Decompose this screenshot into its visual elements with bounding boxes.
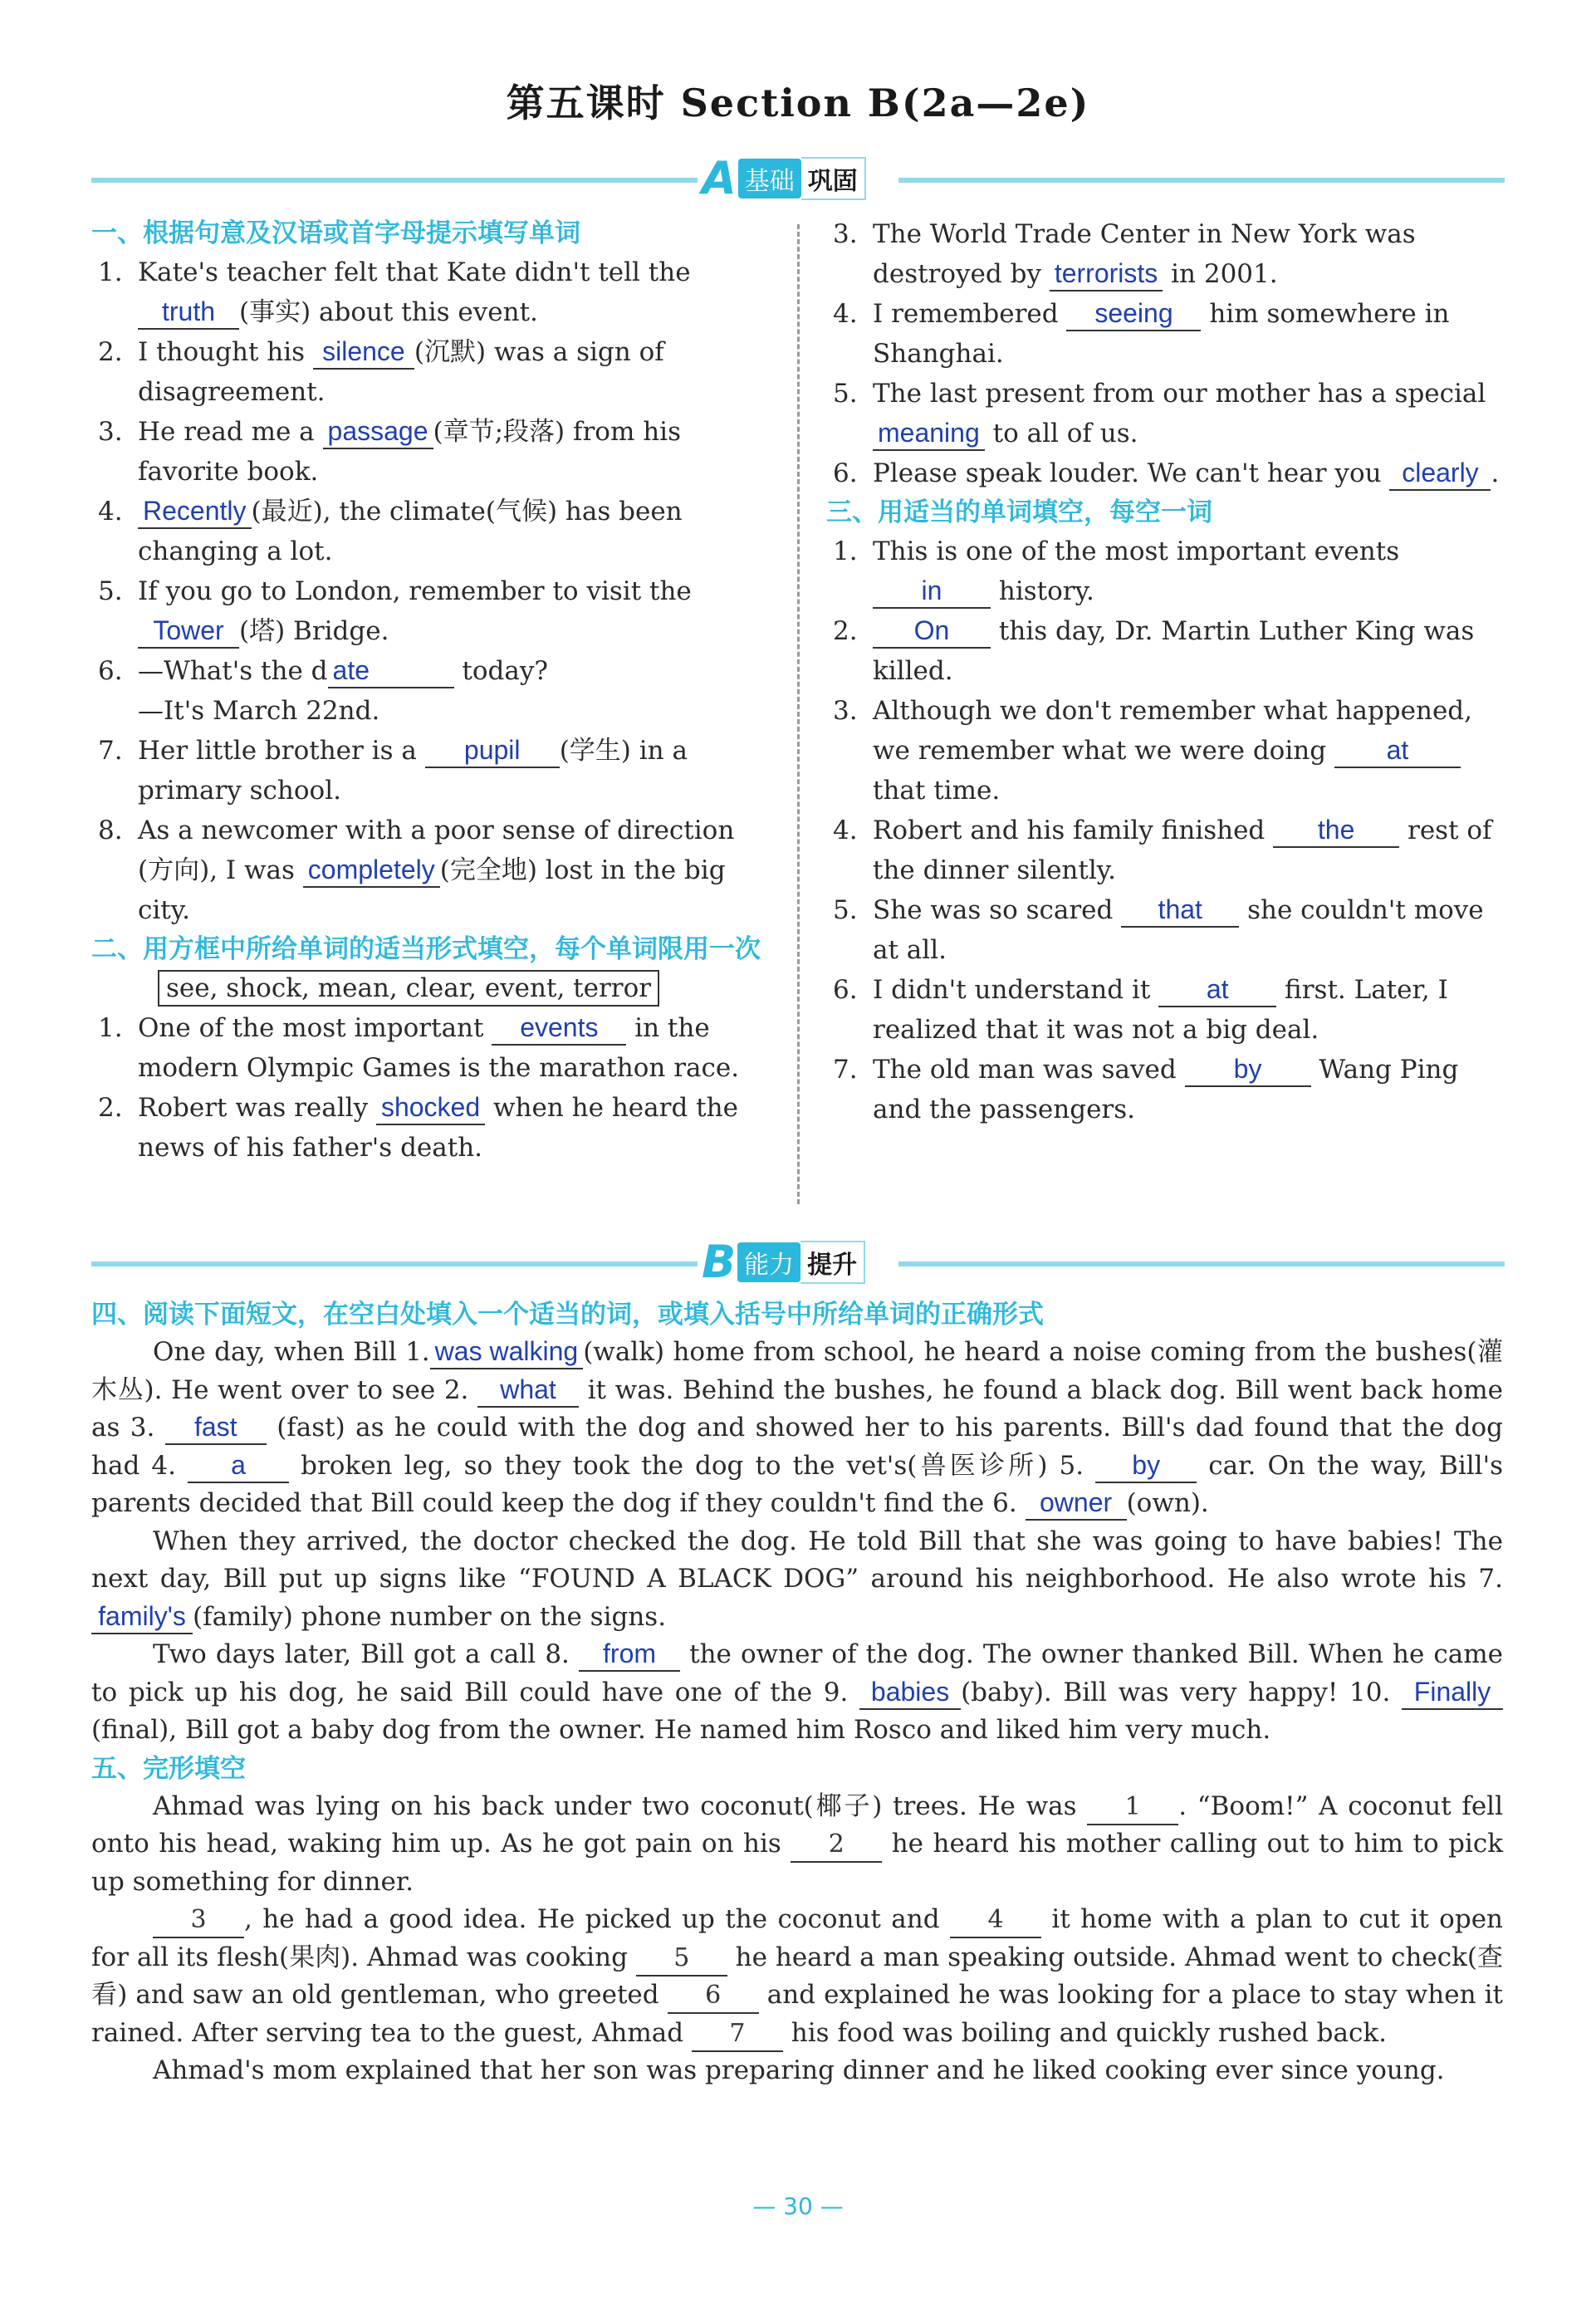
question-item: 1. Kate's teacher felt that Kate didn't tell the truth (事实) about this event. xyxy=(91,252,772,332)
question-item: 8. As a newcomer with a poor sense of direction (方向), I was completely (完全地) lost in the big city. xyxy=(98,816,735,925)
answer-blank[interactable]: pupil xyxy=(425,733,560,768)
answer-blank[interactable]: events xyxy=(492,1011,626,1046)
section-letter: B xyxy=(702,1236,737,1288)
passage-paragraph: Ahmad was lying on his back under two coconut(椰子) trees. He was 1 . “Boom!” A coconut fell onto his head, waking him up. As he got pain on his 2 he heard his mother calling out to him to pick up something for dinner. xyxy=(91,1790,1503,1897)
page-number: — 30 — xyxy=(752,2192,844,2220)
answer-blank[interactable]: Tower xyxy=(138,614,239,649)
answer-blank[interactable]: at xyxy=(1334,733,1461,768)
answer-blank[interactable]: by xyxy=(1185,1052,1311,1087)
question-item: 4. Robert and his family finished the rest of the dinner silently. xyxy=(833,815,1492,885)
question-item: 3. Although we don't remember what happened, we remember what we were doing at that time. xyxy=(833,696,1473,806)
answer-blank[interactable]: Recently xyxy=(138,494,252,529)
passage-paragraph: Ahmad's mom explained that her son was preparing dinner and he liked cooking ever since young. xyxy=(153,2055,1445,2085)
cloze-blank[interactable]: 3 xyxy=(153,1903,244,1938)
part3-heading: 三、用适当的单词填空，每空一词 xyxy=(826,497,1212,527)
question-item: 4. Recently (最近), the climate(气候) has been changing a lot. xyxy=(98,496,683,566)
passage-paragraph: When they arrived, the doctor checked the dog. He told Bill that she was going to have babies! The next day, Bill put up signs like “FOUND A BLACK DOG” around his neighborhood. He also wrote his 7. family's (family) phone number on the signs. xyxy=(91,1523,1503,1637)
answer-blank[interactable]: terrorists xyxy=(1050,257,1163,291)
left-column xyxy=(91,214,772,1168)
divider-line xyxy=(91,1261,698,1266)
section-a-bar xyxy=(91,152,1505,204)
answer-blank[interactable]: shocked xyxy=(376,1090,485,1125)
question-item: 2. Robert was really shocked when he heard the news of his father's death. xyxy=(98,1092,738,1163)
cloze-blank[interactable]: 2 xyxy=(791,1828,882,1863)
question-item: 5. The last present from our mother has a special meaning to all of us. xyxy=(826,374,1507,453)
question-item: 5. If you go to London, remember to visit the Tower (塔) Bridge. xyxy=(91,571,772,651)
section-a-badge xyxy=(702,152,866,204)
answer-blank[interactable]: from xyxy=(579,1637,680,1672)
question-item: 5. She was so scared that she couldn't move at all. xyxy=(833,894,1484,965)
passage-paragraph: 3 , he had a good idea. He picked up the coconut and 4 it home with a plan to cut it open for all its flesh(果肉). Ahmad was cooking 5 he heard a man speaking outside. Ahmad went to check(查看) and saw an old gentleman, who greeted 6 and explained he was looking for a place to stay when it rained. After serving tea to the guest, Ahmad 7 his food was boiling and quickly rushed back. xyxy=(91,1901,1503,2052)
section-b-bar xyxy=(91,1236,1505,1288)
question-item: 3. He read me a passage (章节;段落) from his favorite book. xyxy=(98,416,681,487)
answer-blank[interactable]: seeing xyxy=(1066,296,1201,331)
question-item: 2. I thought his silence (沉默) was a sign of disagreement. xyxy=(98,336,664,407)
cloze-blank[interactable]: 4 xyxy=(950,1903,1041,1938)
section-b-badge xyxy=(702,1236,865,1288)
word-box: see, shock, mean, clear, event, terror xyxy=(158,970,659,1007)
cloze-blank[interactable]: 7 xyxy=(692,2017,783,2052)
answer-blank[interactable]: completely xyxy=(303,853,440,888)
question-item: 7. The old man was saved by Wang Ping and the passengers. xyxy=(833,1054,1459,1124)
answer-blank[interactable]: family's xyxy=(91,1599,193,1634)
question-item: 4. I remembered seeing him somewhere in Shanghai. xyxy=(833,298,1450,369)
column-divider xyxy=(797,224,800,1204)
question-item: 3. The World Trade Center in New York was destroyed by terrorists in 2001. xyxy=(826,214,1507,294)
part5-heading: 五、完形填空 xyxy=(91,1753,246,1784)
section-label-sub: 巩固 xyxy=(801,157,866,200)
question-item: 6. I didn't understand it at first. Later, I realized that it was not a big deal. xyxy=(833,974,1448,1045)
section-label-sub: 提升 xyxy=(800,1241,865,1284)
answer-blank[interactable]: silence xyxy=(313,335,414,370)
answer-blank[interactable]: clearly xyxy=(1389,456,1491,491)
answer-blank[interactable]: Finally xyxy=(1402,1675,1503,1710)
part2-heading: 二、用方框中所给单词的适当形式填空，每个单词限用一次 xyxy=(91,934,761,964)
answer-blank[interactable]: ate xyxy=(328,654,454,688)
divider-line xyxy=(898,1261,1505,1266)
answer-blank[interactable]: by xyxy=(1095,1448,1197,1483)
question-item: 6. —What's the d ate today? —It's March 22nd. xyxy=(98,655,548,726)
answer-blank[interactable]: was walking xyxy=(430,1335,584,1369)
answer-blank[interactable]: that xyxy=(1121,893,1239,928)
answer-blank[interactable]: in xyxy=(873,574,991,609)
question-item: 1. This is one of the most important events in history. xyxy=(826,531,1507,611)
answer-blank[interactable]: at xyxy=(1158,972,1276,1007)
question-item: 1. One of the most important events in the modern Olympic Games is the marathon race. xyxy=(98,1012,740,1083)
part1-heading: 一、根据句意及汉语或首字母提示填写单词 xyxy=(91,218,580,248)
lower-section xyxy=(91,1296,1503,2090)
cloze-blank[interactable]: 1 xyxy=(1087,1790,1178,1825)
question-item: 6. Please speak louder. We can't hear you clearly . xyxy=(826,453,1507,493)
question-item: 2. On this day, Dr. Martin Luther King was killed. xyxy=(833,615,1475,686)
answer-blank[interactable]: owner xyxy=(1026,1486,1127,1521)
answer-blank[interactable]: fast xyxy=(165,1410,267,1445)
page-title: 第五课时 Section B(2a—2e) xyxy=(506,81,1090,125)
section-label-main: 基础 xyxy=(738,159,801,198)
answer-blank[interactable]: the xyxy=(1273,813,1399,848)
divider-line xyxy=(91,178,698,183)
section-label-main: 能力 xyxy=(737,1242,800,1282)
answer-blank[interactable]: meaning xyxy=(873,416,985,451)
answer-blank[interactable]: babies xyxy=(859,1675,961,1710)
passage-paragraph: Two days later, Bill got a call 8. from the owner of the dog. The owner thanked Bill. When he came to pick up his dog, he said Bill could have one of the 9. babies (baby). Bill was very happy! 10. Finally(final), Bill got a baby dog from the owner. He named him Rosco and liked him very much. xyxy=(91,1639,1504,1745)
answer-blank[interactable]: On xyxy=(873,614,991,649)
section-letter: A xyxy=(702,152,737,204)
divider-line xyxy=(898,178,1505,183)
answer-blank[interactable]: a xyxy=(188,1448,289,1483)
word-box-row xyxy=(91,968,772,1008)
passage-paragraph: One day, when Bill 1. was walking (walk) home from school, he heard a noise coming from the bushes(灌木丛). He went over to see 2. what it was. Behind the bushes, he found a black dog. Bill went back home as 3. fast (fast) as he could with the dog and showed her to his parents. Bill's dad found that the dog had 4. a broken leg, so they took the dog to the vet's(兽医诊所) 5. by car. On the way, Bill's parents decided that Bill could keep the dog if they couldn't find the 6. owner (own). xyxy=(91,1334,1503,1523)
part4-heading: 四、阅读下面短文，在空白处填入一个适当的词，或填入括号中所给单词的正确形式 xyxy=(91,1300,1044,1330)
answer-blank[interactable]: truth xyxy=(138,295,239,330)
right-column xyxy=(826,214,1507,1129)
question-item: 7. Her little brother is a pupil (学生) in a primary school. xyxy=(98,735,688,806)
cloze-blank[interactable]: 5 xyxy=(636,1942,727,1977)
cloze-blank[interactable]: 6 xyxy=(668,1979,759,2014)
answer-blank[interactable]: what xyxy=(477,1373,579,1408)
answer-blank[interactable]: passage xyxy=(323,414,433,449)
